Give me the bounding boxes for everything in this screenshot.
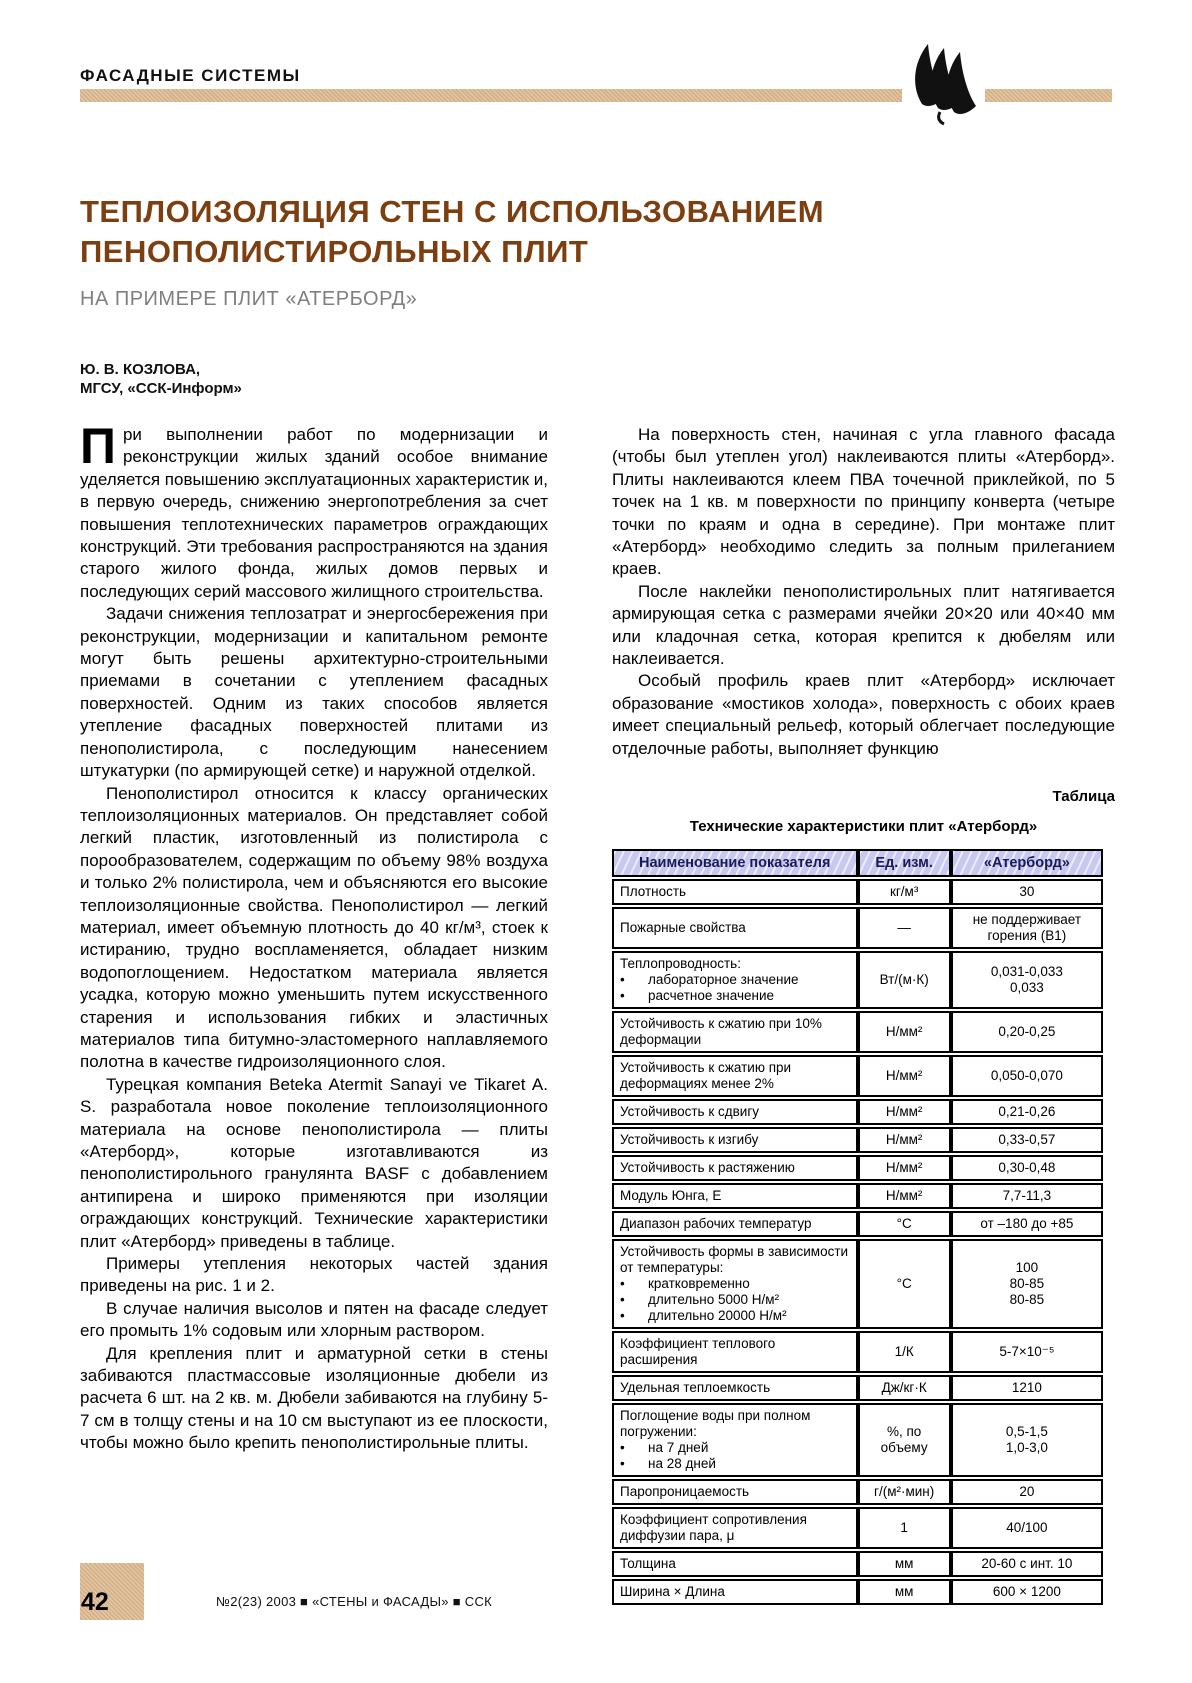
spec-value-cell: 100 80-85 80-85 (951, 1239, 1103, 1329)
page-number: 42 (81, 1588, 109, 1616)
spec-value-cell: 0,5-1,5 1,0-3,0 (951, 1403, 1103, 1477)
bullet-icon: • (620, 1291, 625, 1307)
spec-unit-cell: — (858, 907, 951, 949)
spec-unit-cell: г/(м²·мин) (858, 1479, 951, 1505)
paragraph: Турецкая компания Beteka Atermit Sanayi ve Tikaret A. S. разработала новое поколение теплоизоляционного материала на основе пенополистирола — плиты «Атерборд», которые изготавливаются из пенополистирольного гранулянта BASF с добавлением антипирена и широко применяются при изоляции ограждающих конструкций. Технические характеристики плит «Атерборд» приведены в таблице. (80, 1074, 548, 1251)
spec-name-cell: Толщина (612, 1551, 858, 1577)
paragraph: В случае наличия высолов и пятен на фасаде следует его промыть 1% содовым или хлорным раствором. (80, 1298, 548, 1341)
spec-value-cell: 0,050-0,070 (951, 1055, 1103, 1097)
spec-name-cell: Устойчивость к растяжению (612, 1155, 858, 1181)
table-row (612, 1579, 1103, 1605)
section-title: ФАСАДНЫЕ СИСТЕМЫ (80, 66, 301, 85)
spec-name-cell: Теплопроводность: • лабораторное значение • расчетное значение (612, 951, 858, 1009)
spec-name-cell: Ширина × Длина (612, 1579, 858, 1605)
author-affiliation: МГСУ, «ССК-Информ» (80, 380, 242, 397)
spec-name-cell: Устойчивость к сдвигу (612, 1099, 858, 1125)
spec-unit-cell: Дж/кг·К (858, 1375, 951, 1401)
spec-value-cell: 0,30-0,48 (951, 1155, 1103, 1181)
table-row (612, 1183, 1103, 1209)
bullet-icon: • (620, 1275, 625, 1291)
bullet-icon: • (620, 1439, 625, 1455)
spec-unit-cell: °С (858, 1211, 951, 1237)
spec-name-cell: Удельная теплоемкость (612, 1375, 858, 1401)
table-row (612, 1479, 1103, 1505)
spec-unit-cell: мм (858, 1551, 951, 1577)
paragraph: Для крепления плит и арматурной сетки в стены забиваются пластмассовые изоляционные дюбели из расчета 6 шт. на 2 кв. м. Дюбели забиваются на глубину 5-7 см в толщу стены и на 10 см выступают из ее плоскости, чтобы можно было крепить пенополистирольные плиты. (80, 1343, 548, 1453)
paragraph-text: ри выполнении работ по модернизации и реконструкции жилых зданий особое внимание уделяется повышению эксплуатационных характеристик и, в первую очередь, снижению энергопотребления за счет повышения теплотехнических параметров ограждающих конструкций. Эти требования распространяются на здания старого жилого фонда, жилых домов первых и последующих серий массового жилищного строительства. (80, 425, 548, 601)
spec-name-cell: Коэффициент теплового расширения (612, 1331, 858, 1373)
table-label: Таблица (1052, 788, 1115, 806)
header-cell-name: Наименование показателя (612, 849, 858, 877)
spec-value-cell: 20-60 с инт. 10 (951, 1551, 1103, 1577)
header-cell-value: «Атерборд» (951, 849, 1103, 877)
table-row (612, 1155, 1103, 1181)
table-row (612, 1055, 1103, 1097)
spec-name-cell: Модуль Юнга, Е (612, 1183, 858, 1209)
footer-issue-info: №2(23) 2003 ■ «СТЕНЫ и ФАСАДЫ» ■ ССК (216, 1594, 493, 1609)
page-title-line2: ПЕНОПОЛИСТИРОЛЬНЫХ ПЛИТ (80, 234, 589, 269)
page-number-box (80, 1563, 144, 1620)
spec-value-cell: 40/100 (951, 1507, 1103, 1549)
spec-unit-cell: °С (858, 1239, 951, 1329)
spec-table (612, 847, 1103, 1607)
table-row (612, 1403, 1103, 1477)
spec-table-head (612, 849, 1103, 877)
paragraph: После наклейки пенополистирольных плит натягивается армирующая сетка с размерами ячейки 20×20 или 40×40 мм или кладочная сетка, которая крепится к дюбелям или наклеивается. (612, 581, 1115, 669)
paragraph: Задачи снижения теплозатрат и энергосбережения при реконструкции, модернизации и капитальном ремонте могут быть решены архитектурно-строительными приемами в сочетании с утеплением фасадных поверхностей. Одним из таких способов является утепление фасадных поверхностей плитами из пенополистирола, с последующим нанесением штукатурки (по армирующей сетке) и наружной отделкой. (80, 604, 548, 781)
spec-value-cell: от –180 до +85 (951, 1211, 1103, 1237)
paragraph: Особый профиль краев плит «Атерборд» исключает образование «мостиков холода», поверхность с обоих краев имеет специальный рельеф, который облегчает последующие отделочные работы, выполняет функцию (612, 671, 1115, 758)
dropcap: П (80, 418, 116, 474)
bullet-icon: • (620, 971, 625, 987)
table-caption: Технические характеристики плит «Атерборд» (689, 817, 1038, 835)
spec-name-cell: Устойчивость к сжатию при 10% деформации (612, 1011, 858, 1053)
table-row (612, 1127, 1103, 1153)
spec-value-cell: 0,031-0,033 0,033 (951, 951, 1103, 1009)
table-row (612, 1551, 1103, 1577)
table-row (612, 1011, 1103, 1053)
spec-value-cell: 20 (951, 1479, 1103, 1505)
spec-value-cell: 1210 (951, 1375, 1103, 1401)
spec-unit-cell: Н/мм² (858, 1055, 951, 1097)
spec-unit-cell: Н/мм² (858, 1155, 951, 1181)
page-subtitle: НА ПРИМЕРЕ ПЛИТ «АТЕРБОРД» (80, 288, 418, 310)
author-block (80, 360, 242, 398)
author-name: Ю. В. КОЗЛОВА, (80, 361, 201, 378)
table-row (612, 907, 1103, 949)
spec-name-cell: Пожарные свойства (612, 907, 858, 949)
table-row (612, 1239, 1103, 1329)
spec-value-cell: 5-7×10⁻⁵ (951, 1331, 1103, 1373)
spec-value-cell: 0,21-0,26 (951, 1099, 1103, 1125)
spec-unit-cell: мм (858, 1579, 951, 1605)
table-row (612, 1331, 1103, 1373)
spec-name-cell: Устойчивость формы в зависимости от температуры: • кратковременно • длительно 5000 Н/м² • длительно 20000 Н/м² (612, 1239, 858, 1329)
spec-unit-cell: Н/мм² (858, 1099, 951, 1125)
spec-unit-cell: Н/мм² (858, 1011, 951, 1053)
page-title (80, 192, 1020, 272)
spec-value-cell: 30 (951, 879, 1103, 905)
paragraph: Пенополистирол относится к классу органических теплоизоляционных материалов. Он представляет собой легкий пластик, изготовленный из полистирола с порообразователем, содержащим по объему 98% воздуха и только 2% полистирола, чем и объясняются его высокие теплоизоляционные свойства. Пенополистирол — легкий материал, имеет объемную плотность до 40 кг/м³, стоек к истиранию, трудно воспламеняется, обладает низким водопоглощением. Недостатком материала является усадка, которую можно уменьшить путем искусственного старения и использования гибких и эластичных материалов типа битумно-эластомерного наплавляемого полотна в качестве гидроизоляционного слоя. (80, 783, 548, 1072)
table-row (612, 1099, 1103, 1125)
bullet-icon: • (620, 1455, 625, 1471)
spec-name-cell: Устойчивость к сжатию при деформациях менее 2% (612, 1055, 858, 1097)
spec-value-cell: 0,20-0,25 (951, 1011, 1103, 1053)
spec-name-cell: Диапазон рабочих температур (612, 1211, 858, 1237)
table-row (612, 879, 1103, 905)
paragraph (80, 418, 548, 603)
paragraph: Примеры утепления некоторых частей здания приведены на рис. 1 и 2. (80, 1254, 548, 1296)
publisher-leaves-logo-icon (900, 38, 984, 126)
spec-unit-cell: 1/К (858, 1331, 951, 1373)
spec-unit-cell: Вт/(м·К) (858, 951, 951, 1009)
spec-name-cell: Устойчивость к изгибу (612, 1127, 858, 1153)
spec-unit-cell: Н/мм² (858, 1183, 951, 1209)
bullet-icon: • (620, 1307, 625, 1323)
page-title-line1: ТЕПЛОИЗОЛЯЦИЯ СТЕН С ИСПОЛЬЗОВАНИЕМ (80, 194, 825, 229)
spec-value-cell: не поддерживает горения (В1) (951, 907, 1103, 949)
spec-unit-cell: 1 (858, 1507, 951, 1549)
right-column (612, 424, 1115, 1607)
table-row (612, 1211, 1103, 1237)
paragraph: На поверхность стен, начиная с угла главного фасада (чтобы был утеплен угол) наклеиваются плиты «Атерборд». Плиты наклеиваются клеем ПВА точечной приклейкой, по 5 точек на 1 кв. м поверхности по принципу конверта (четыре точки по краям и одна в середине). При монтаже плит «Атерборд» необходимо следить за полным прилеганием краев. (612, 425, 1115, 579)
spec-unit-cell: кг/м³ (858, 879, 951, 905)
masthead-rule-right (985, 89, 1112, 102)
spec-unit-cell: Н/мм² (858, 1127, 951, 1153)
spec-name-cell: Поглощение воды при полном погружении: • на 7 дней • на 28 дней (612, 1403, 858, 1477)
left-column (80, 418, 548, 1455)
table-row (612, 1375, 1103, 1401)
spec-unit-cell: %, по объему (858, 1403, 951, 1477)
spec-name-cell: Коэффициент сопротивления диффузии пара, μ (612, 1507, 858, 1549)
spec-name-cell: Паропроницаемость (612, 1479, 858, 1505)
spec-table-body (612, 879, 1103, 1605)
table-row (612, 951, 1103, 1009)
table-header-row (612, 849, 1103, 877)
spec-name-cell: Плотность (612, 879, 858, 905)
table-row (612, 1507, 1103, 1549)
spec-value-cell: 0,33-0,57 (951, 1127, 1103, 1153)
spec-value-cell: 600 × 1200 (951, 1579, 1103, 1605)
spec-value-cell: 7,7-11,3 (951, 1183, 1103, 1209)
bullet-icon: • (620, 987, 625, 1003)
masthead-rule-left (80, 89, 902, 102)
header-cell-unit: Ед. изм. (858, 849, 951, 877)
